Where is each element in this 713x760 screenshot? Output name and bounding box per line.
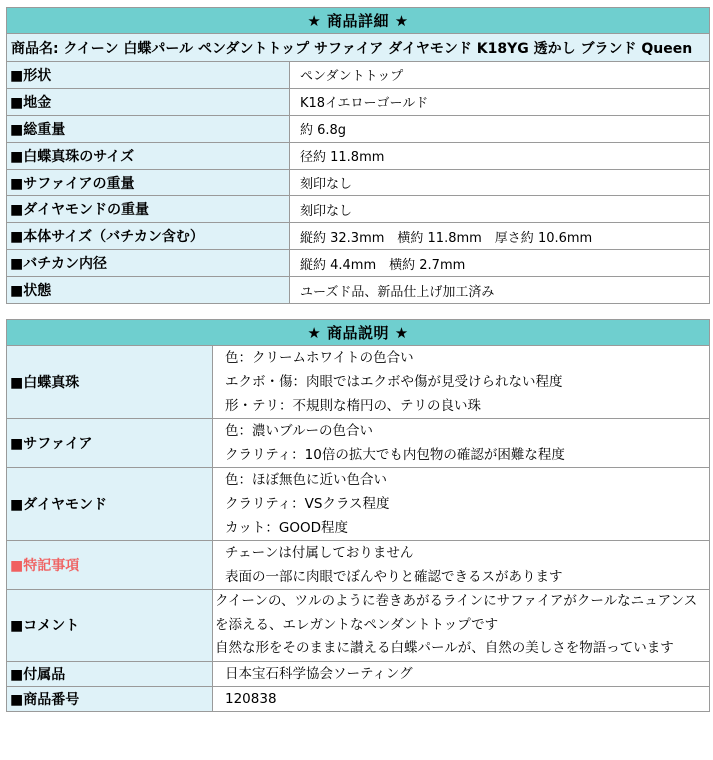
comment-paragraph: クイーンの、ツルのように巻きあがるラインにサファイアがクールなニュアンスを添える、エレガントなペンダントトップです [215,593,698,633]
detail-label: ■バチカン内径 [7,250,290,277]
detail-value: 径約 11.8mm [290,142,710,169]
sapphire-clarity: クラリティ：10倍の拡大でも内包物の確認が困難な程度 [225,447,565,463]
diamond-clarity: クラリティ：VSクラス程度 [225,496,390,512]
item-number-label: ■商品番号 [7,686,213,711]
detail-label: ■サファイアの重量 [7,169,290,196]
detail-row [7,169,710,196]
description-header: ★ 商品説明 ★ [7,320,710,346]
diamond-label: ■ダイヤモンド [7,468,213,541]
diamond-color: 色：ほぼ無色に近い色合い [225,472,387,488]
comment-paragraph: 自然な形をそのままに讃える白蝶パールが、自然の美しさを物語っています [215,640,674,656]
accessories-label: ■付属品 [7,661,213,686]
description-row-item-number [7,686,710,711]
detail-label: ■本体サイズ（バチカン含む） [7,223,290,250]
comment-text [213,590,710,662]
detail-row [7,88,710,115]
detail-row [7,223,710,250]
detail-row [7,250,710,277]
item-number-value: 120838 [213,686,710,711]
detail-value: K18イエローゴールド [290,88,710,115]
diamond-cut: カット：GOOD程度 [225,520,348,536]
product-description-table [6,319,710,712]
pearl-color: 色：クリームホワイトの色合い [225,350,414,366]
detail-label: ■総重量 [7,115,290,142]
description-row-special [7,541,710,590]
product-details-table [6,7,710,304]
detail-row [7,142,710,169]
comment-label: ■コメント [7,590,213,662]
details-header: ★ 商品詳細 ★ [7,8,710,34]
detail-row [7,62,710,89]
sapphire-label: ■サファイア [7,419,213,468]
special-notes-details [213,541,710,590]
detail-row [7,115,710,142]
detail-label: ■地金 [7,88,290,115]
pearl-details [213,346,710,419]
detail-value: 刻印なし [290,196,710,223]
detail-value: 約 6.8g [290,115,710,142]
special-notes-label: ■特記事項 [7,541,213,590]
special-note: 表面の一部に肉眼でぼんやりと確認できるスがあります [225,569,563,585]
detail-label: ■形状 [7,62,290,89]
detail-row [7,277,710,304]
description-row-pearl [7,346,710,419]
detail-label: ■ダイヤモンドの重量 [7,196,290,223]
description-row-diamond [7,468,710,541]
detail-row [7,196,710,223]
pearl-label: ■白蝶真珠 [7,346,213,419]
description-row-sapphire [7,419,710,468]
product-name: 商品名: クイーン 白蝶パール ペンダントトップ サファイア ダイヤモンド K18YG 透かし ブランド Queen [7,34,710,62]
pearl-shape-luster: 形・テリ：不規則な楕円の、テリの良い珠 [225,398,481,414]
detail-value: 縦約 32.3mm 横約 11.8mm 厚さ約 10.6mm [290,223,710,250]
special-note: チェーンは付属しておりません [225,545,414,561]
detail-value: 縦約 4.4mm 横約 2.7mm [290,250,710,277]
sapphire-details [213,419,710,468]
detail-label: ■白蝶真珠のサイズ [7,142,290,169]
pearl-blemish: エクボ・傷：肉眼ではエクボや傷が見受けられない程度 [225,374,563,390]
detail-value: 刻印なし [290,169,710,196]
diamond-details [213,468,710,541]
detail-label: ■状態 [7,277,290,304]
description-row-comment [7,590,710,662]
accessories-value: 日本宝石科学協会ソーティング [213,661,710,686]
description-row-accessories [7,661,710,686]
detail-value: ペンダントトップ [290,62,710,89]
detail-value: ユーズド品、新品仕上げ加工済み [290,277,710,304]
sapphire-color: 色：濃いブルーの色合い [225,423,373,439]
